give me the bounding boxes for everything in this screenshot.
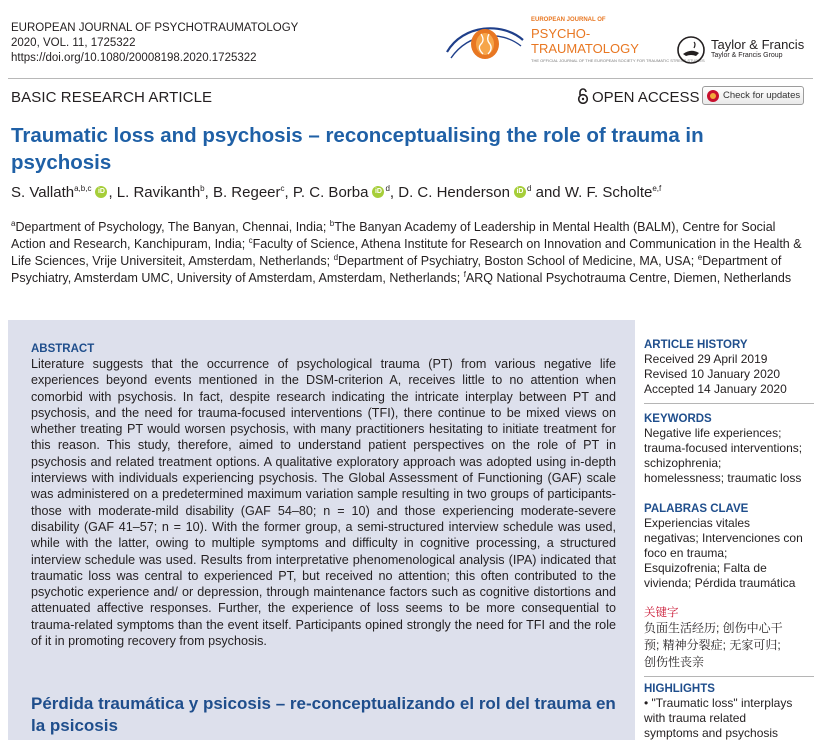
chinese-keywords [644,606,816,671]
author-separator: , [204,184,213,201]
palabras-text: Experiencias vitales negativas; Intervenciones con foco en trauma; Esquizofrenia; Falta de vivienda; Pérdida traumática [644,516,803,590]
accepted-date: Accepted 14 January 2020 [644,382,787,396]
palabras-clave [644,502,816,591]
author-affiliation-marker: e,f [652,184,662,193]
affiliation-marker: e [697,252,703,262]
publisher-group: Taylor & Francis Group [711,52,783,59]
affiliation-marker: d [333,252,339,262]
affiliation-text: Department of Psychiatry, Boston School of Medicine, MA, USA; [338,254,698,268]
affiliation-text: Faculty of Science, Athena Institute for Research on Innovation and Communication in the Health & Life Sciences, Vrije Universiteit, Amsterdam, Netherlands; [11,237,802,268]
keywords-heading: KEYWORDS [644,413,712,425]
chinese-heading: 关键字 [644,607,679,619]
revised-date: Revised 10 January 2020 [644,367,781,381]
affiliation-marker: f [463,269,466,279]
affiliations [11,219,811,287]
author-affiliation-marker: d [385,184,390,193]
affiliation-text: ARQ National Psychotrauma Centre, Diemen, Netherlands [465,271,792,285]
sidebar-divider-2 [644,676,814,677]
highlights-heading: HIGHLIGHTS [644,683,715,695]
orcid-icon[interactable]: iD [95,186,107,198]
author-name[interactable]: P. C. Borba [292,184,369,201]
orcid-icon[interactable]: iD [514,186,526,198]
article-history [644,338,816,397]
affiliation-marker: a [11,218,16,228]
lamp-icon [676,35,706,65]
crossmark-icon [707,90,719,102]
header-divider [8,78,813,79]
author-name[interactable]: D. C. Henderson [398,184,510,201]
article-type: BASIC RESEARCH ARTICLE [11,89,213,106]
affiliation-marker: b [329,218,335,228]
highlights-text: • "Traumatic loss" interplays with trauma related symptoms and psychosis [644,696,793,740]
author-name[interactable]: B. Regeer [212,184,281,201]
author-name[interactable]: S. Vallath [11,184,75,201]
author-affiliation-marker: b [200,184,205,193]
author-separator: , [284,184,293,201]
author-list [11,184,661,201]
author-separator: , [389,184,399,201]
check-for-updates-label: Check for updates [723,90,801,101]
journal-info [11,21,298,66]
open-access-label [577,88,700,106]
journal-logo [443,18,527,71]
author-name[interactable]: L. Ravikanth [116,184,201,201]
logo-wordmark [531,26,639,56]
sidebar-divider [644,403,814,404]
logo-name-line-2: TRAUMATOLOGY [531,41,639,56]
logo-name-line-1: PSYCHO- [531,26,591,41]
journal-volume: 2020, VOL. 11, 1725322 [11,37,136,49]
abstract-heading: ABSTRACT [31,343,95,355]
journal-doi[interactable]: https://doi.org/10.1080/20008198.2020.1725322 [11,52,257,64]
affiliation-text: The Banyan Academy of Leadership in Mental Health (BALM), Centre for Social Action and Research, Kanchipuram, India; [11,220,776,251]
keywords [644,412,816,486]
author-separator: and [531,184,565,201]
author-affiliation-marker: a,b,c [74,184,92,193]
author-name[interactable]: W. F. Scholte [564,184,653,201]
logo-kicker: EUROPEAN JOURNAL OF [531,17,606,23]
article-title: Traumatic loss and psychosis – reconceptualising the role of trauma in psychosis [11,124,704,174]
abstract [31,342,616,649]
highlights [644,682,816,741]
publisher-name: Taylor & Francis [711,37,805,52]
keywords-text: Negative life experiences; trauma-focused interventions; schizophrenia; homelessness; traumatic loss [644,426,803,485]
brain-logo-icon [443,18,527,66]
affiliation-marker: c [248,235,253,245]
journal-name: EUROPEAN JOURNAL OF PSYCHOTRAUMATOLOGY [11,22,299,34]
spanish-title: Pérdida traumática y psicosis – re-conceptualizando el rol del trauma en la psicosis [31,694,616,735]
received-date: Received 29 April 2019 [644,352,768,366]
open-lock-icon [577,88,589,104]
author-separator: , [108,184,117,201]
orcid-icon[interactable]: iD [372,186,384,198]
affiliation-text: Department of Psychiatry, Amsterdam UMC, University of Amsterdam, Amsterdam, Netherlands; [11,254,782,285]
publisher-logo [676,35,706,70]
affiliation-text: Department of Psychology, The Banyan, Chennai, India; [15,220,330,234]
article-history-heading: ARTICLE HISTORY [644,339,748,351]
abstract-text: Literature suggests that the occurrence of psychological trauma (PT) from various negative life experiences beyond events mentioned in the DSM-criterion A, receives little to no attention when comorbid with psychosis. In fact, despite research indicating the intricate interplay between PT and psychosis, and the need for trauma-focused interventions (TFI), there continue to be mixed views on whether treating PT would worsen psychosis, with many practitioners hesitating to initiate treatment for this reason. This study, therefore, aimed to understand patient perspectives on the role of PT in psychosis and related treatment options. A qualitative exploratory approach was adopted using in-depth interviews with individuals experiencing psychosis. The Global Assessment of Functioning (GAF) scale was administered on a predetermined maximum variation sample resulting in two groups of participants- those with moderate-mild disability (GAF 54–80; n = 10) and those experiencing moderate-severe disability (GAF 41–57; n = 10). With the former group, a semi-structured interview schedule was used, while with the latter, owing to multiple symptoms and difficulty in cognitive processing, a structured interview schedule was used. Results from interpretative phenomenological analysis (IPA) indicated that traumatic loss was central to experienced PT, but received no attention; this often contributed to the psychotic experience and/ or depression, through maintenance factors such as cognitive distortions and attenuated affective responses. Further, the experience of loss seems to be more consequential to trauma-related symptoms than the event itself. Participants opined strongly the need for TFI and the role of it in promoting recovery from psychosis. [31,357,616,649]
chinese-text: 负面生活经历; 创伤中心干预; 精神分裂症; 无家可归; 创伤性丧亲 [644,621,783,669]
logo-subtitle: THE OFFICIAL JOURNAL OF THE EUROPEAN SOCIETY FOR TRAUMATIC STRESS STUDIES [531,58,705,63]
author-affiliation-marker: c [280,184,285,193]
check-for-updates-button[interactable] [702,86,804,105]
author-affiliation-marker: d [526,184,532,193]
palabras-heading: PALABRAS CLAVE [644,503,749,515]
open-access-text: OPEN ACCESS [592,89,700,106]
